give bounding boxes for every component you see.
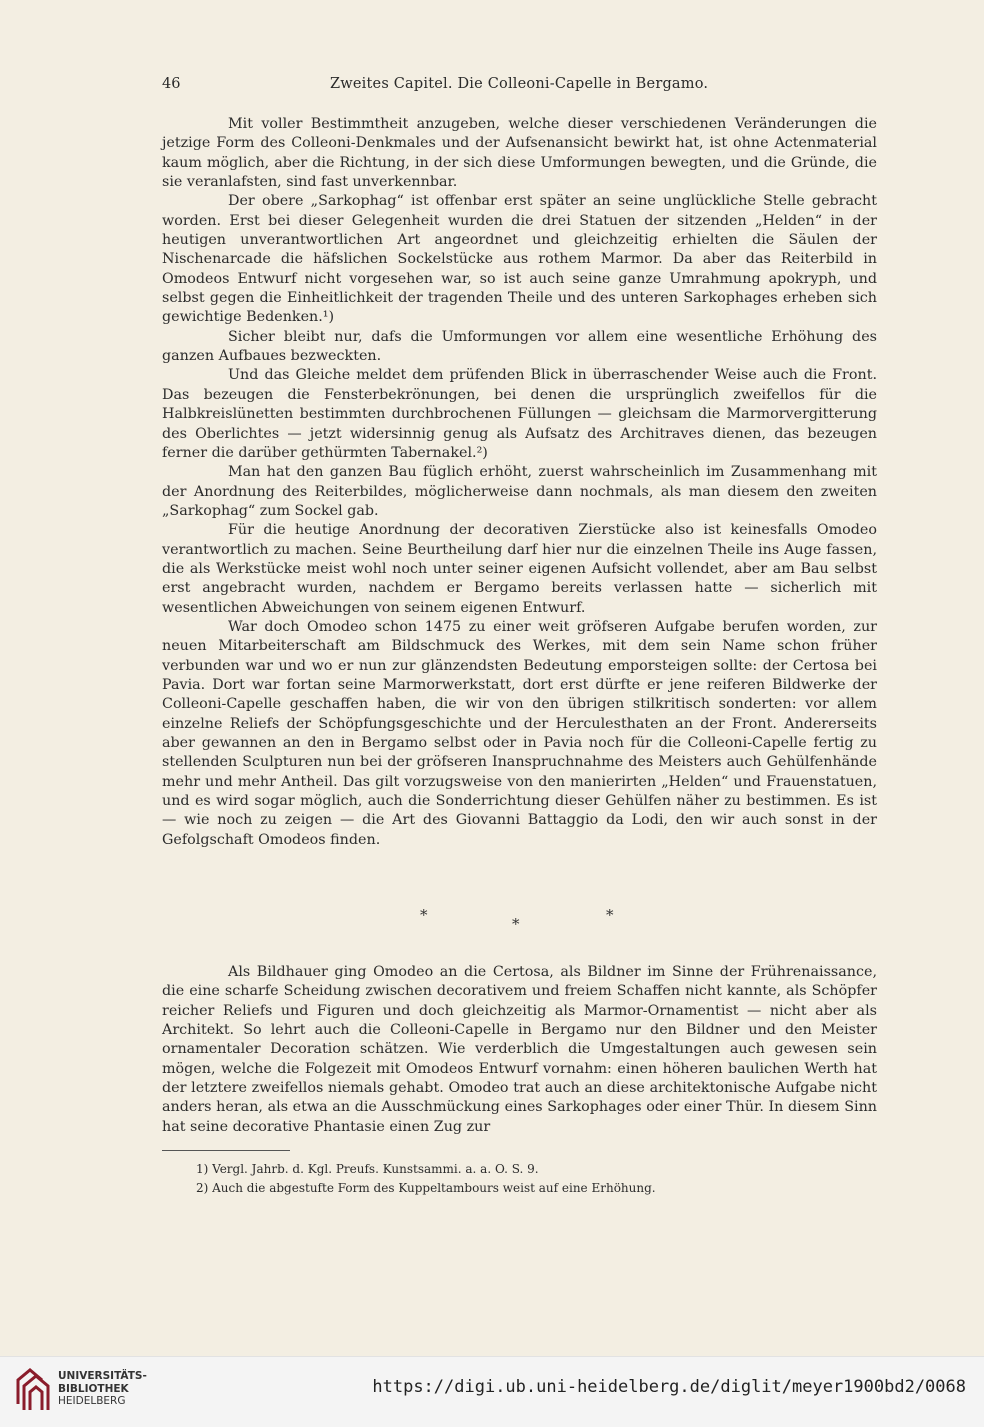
paragraph: Als Bildhauer ging Omodeo an die Certosa, als Bildner im Sinne der Frührenaissance, die eine scharfe Scheidung zwischen decorativem und freiem Schaffen nicht kannte, als Schöpfer reicher Reliefs und Figuren und doch gleichzeitig als Marmor-Ornamentist — nicht aber als Architekt. So lehrt auch die Colleoni-Capelle in Bergamo nur den Bildner und den Meister ornamentaler Decoration schätzen. Wie verderblich die Umgestaltungen auch gewesen sein mögen, welche die Folgezeit mit Omodeos Entwurf vornahm: einen höheren baulichen Werth hat der letztere zweifellos niemals gehabt. Omodeo trat auch an diese architektonische Aufgabe nicht anders heran, als etwa an die Ausschmückung eines Sarkophages oder einer Thür. In diesem Sinn hat seine decorative Phantasie einen Zug zur — [162, 964, 877, 1135]
paragraph: Für die heutige Anordnung der decorativen Zierstücke also ist keinesfalls Omodeo verantwortlich zu machen. Seine Beurtheilung darf hier nur die einzelnen Theile ins Auge fassen, die als Werkstücke meist wohl noch unter seiner eigenen Aufsicht vollendet, aber am Bau selbst erst angebracht wurden, nachdem er Bergamo bereits verlassen hatte — sicherlich mit wesentlichen Abweichungen von seinem eigenen Entwurf. — [162, 522, 877, 616]
footnote-rule — [162, 1150, 290, 1151]
library-line: BIBLIOTHEK — [58, 1382, 129, 1395]
paragraph: Mit voller Bestimmtheit anzugeben, welche dieser verschiedenen Veränderungen die jetzige Form des Colleoni-Denkmales und der Aufsenansicht bewirkt hat, ist ohne Actenmaterial kaum möglich, aber die Richtung, in der sich diese Umformungen bewegten, und die Gründe, die sie veranlafsten, sind fast unverkennbar. — [162, 116, 877, 191]
main-text-continued — [162, 963, 877, 1137]
paragraph: Und das Gleiche meldet dem prüfenden Blick in überraschender Weise auch die Front. Das bezeugen die Fensterbekrönungen, bei denen die ursprünglich zweifellos für die Halbkreislünetten bestimmten durchbrochenen Füllungen — gleichsam die Marmorvergitterung des Oberlichtes — jetzt widersinnig genug als Aufsatz des Architraves dienen, das bezeugen ferner die darüber gethürmten Tabernakel.²) — [162, 367, 877, 461]
ub-heidelberg-logo-icon[interactable] — [14, 1366, 54, 1416]
main-text — [162, 115, 877, 850]
paragraph: War doch Omodeo schon 1475 zu einer weit gröfseren Aufgabe berufen worden, zur neuen Mitarbeiterschaft am Bildschmuck des Werkes, mit dem sein Name schon früher verbunden war und wo er nun zur glänzendsten Bedeutung emporsteigen sollte: der Certosa bei Pavia. Dort war fortan seine Marmorwerkstatt, dort erst dürfte er jene reiferen Bildwerke der Colleoni-Capelle geschaffen haben, die wir von den übrigen stilkritisch sonderten: vor allem einzelne Reliefs der Schöpfungsgeschichte und der Herculesthaten an der Front. Andererseits aber gewannen an den in Bergamo selbst oder in Pavia noch für die Colleoni-Capelle fertig zu stellenden Sculpturen nun bei der gröfseren Inanspruchnahme des Meisters auch Gehülfenhände mehr und mehr Antheil. Das gilt vorzugsweise von den manierirten „Helden“ und Frauenstatuen, und es wird sogar möglich, auch die Sonderrichtung dieser Gehülfen näher zu bestimmen. Es ist — wie noch zu zeigen — die Art des Giovanni Battaggio da Lodi, den wir auch sonst in der Gefolgschaft Omodeos finden. — [162, 618, 877, 848]
library-line: UNIVERSITÄTS- — [58, 1370, 147, 1382]
separator-star: * — [420, 906, 428, 924]
footnote: 1) Vergl. Jahrb. d. Kgl. Preufs. Kunstsammi. a. a. O. S. 9. — [196, 1162, 539, 1176]
separator-star: * — [606, 906, 614, 924]
viewer-footer — [0, 1356, 984, 1427]
library-line: HEIDELBERG — [58, 1395, 126, 1407]
page-header — [162, 76, 877, 98]
running-title: Zweites Capitel. Die Colleoni-Capelle in Bergamo. — [330, 76, 709, 92]
paragraph: Man hat den ganzen Bau füglich erhöht, zuerst wahrscheinlich im Zusammenhang mit der Anordnung des Reiterbildes, möglicherweise dann nochmals, als man diesem den zweiten „Sarkophag“ zum Sockel gab. — [162, 464, 877, 519]
paragraph: Sicher bleibt nur, dafs die Umformungen vor allem eine wesentliche Erhöhung des ganzen Aufbaues bezweckten. — [162, 328, 877, 365]
paragraph: Der obere „Sarkophag“ ist offenbar erst später an seine unglückliche Stelle gebracht worden. Erst bei dieser Gelegenheit wurden die drei Statuen der sitzenden „Helden“ in der heutigen unverantwortlichen Art angeordnet und gleichzeitig erhielten die Säulen der Nischenarcade die häfslichen Sockelstücke aus rothem Marmor. Da aber das Reiterbild in Omodeos Entwurf nicht vorgesehen war, so ist auch seine ganze Umrahmung apokryph, und selbst gegen die Einheitlichkeit der tragenden Theile und des unteren Sarkophages erheben sich gewichtige Bedenken.¹) — [162, 193, 877, 326]
page-number: 46 — [162, 76, 181, 92]
permalink-url[interactable]: https://digi.ub.uni-heidelberg.de/diglit/meyer1900bd2/0068 — [372, 1377, 966, 1397]
section-separator — [162, 906, 877, 936]
library-name — [58, 1370, 147, 1408]
separator-star: * — [512, 915, 520, 933]
footnotes — [196, 1160, 876, 1198]
footnote: 2) Auch die abgestufte Form des Kuppeltambours weist auf eine Erhöhung. — [196, 1181, 656, 1195]
